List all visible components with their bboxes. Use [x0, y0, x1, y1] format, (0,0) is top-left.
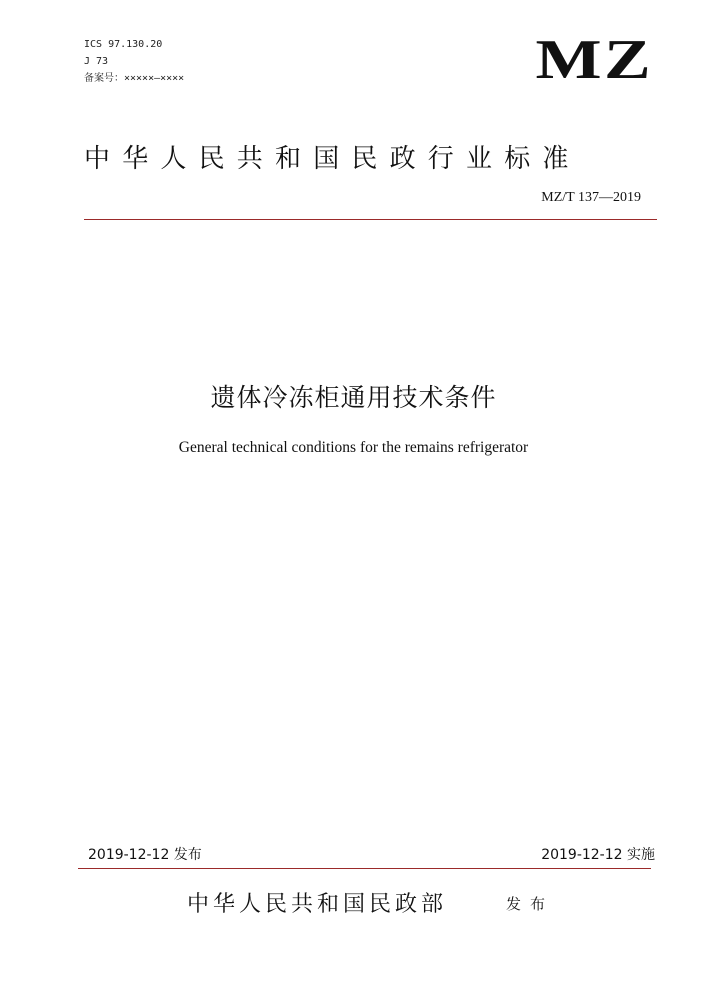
- issue-label: 发布: [506, 895, 555, 913]
- publish-date: 2019-12-12 发布: [88, 847, 202, 863]
- document-title-zh: 遗体冷冻柜通用技术条件: [210, 383, 497, 412]
- standard-category-title: 中华人民共和国民政行业标准: [84, 144, 581, 174]
- footer-divider: [78, 868, 651, 869]
- filing-number: 备案号：×××××—××××: [84, 73, 185, 84]
- mz-logo: MZ: [535, 29, 653, 91]
- ics-code: ICS 97.130.20: [84, 39, 163, 50]
- header-divider: [84, 219, 657, 220]
- effective-date: 2019-12-12 实施: [541, 847, 655, 863]
- document-title-en: General technical conditions for the remains refrigerator: [178, 439, 529, 456]
- standard-number: MZ/T 137—2019: [541, 190, 641, 205]
- category-code: J 73: [84, 56, 109, 67]
- issuing-authority: 中华人民共和国民政部: [187, 892, 448, 917]
